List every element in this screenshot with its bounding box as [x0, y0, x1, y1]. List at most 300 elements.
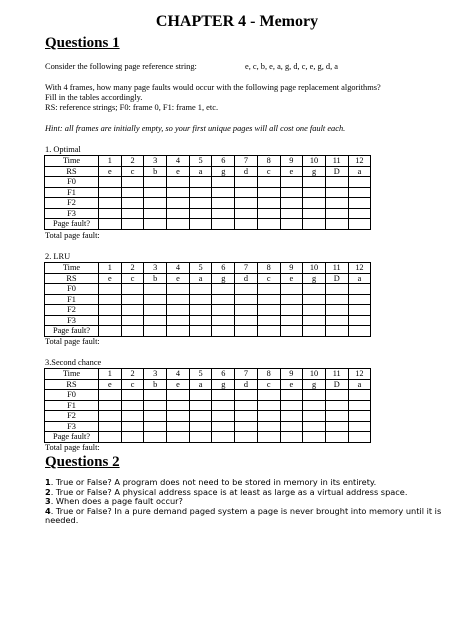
question-text: . True or False? In a pure demand paged system a page is never brought into memory until it is needed.: [45, 505, 442, 526]
frame-row-f1: [45, 187, 371, 198]
answer-cell[interactable]: [167, 400, 190, 411]
answer-cell[interactable]: [280, 305, 303, 316]
reference-string-line: [45, 62, 339, 71]
hint-line: Hint: all frames are initially empty, so your first unique pages will all cost one fault each.: [45, 124, 346, 133]
answer-cell[interactable]: [303, 411, 326, 422]
time-cell: 8: [257, 156, 280, 167]
answer-cell[interactable]: [348, 411, 371, 422]
time-cell: 7: [235, 263, 258, 274]
time-cell: 1: [99, 263, 122, 274]
time-cell: 9: [280, 369, 303, 380]
question-text: . True or False? A physical address space is at least as large as a virtual address space.: [50, 486, 408, 497]
answer-cell[interactable]: [189, 187, 212, 198]
answer-cell[interactable]: [235, 284, 258, 295]
time-cell: 4: [167, 156, 190, 167]
rs-cell: c: [257, 273, 280, 284]
answer-cell[interactable]: [303, 432, 326, 443]
row-label: RS: [45, 273, 99, 284]
answer-cell[interactable]: [303, 315, 326, 326]
time-cell: 11: [325, 369, 348, 380]
answer-cell[interactable]: [189, 400, 212, 411]
rs-cell: a: [348, 166, 371, 177]
rs-row: [45, 166, 371, 177]
answer-cell[interactable]: [212, 284, 235, 295]
time-row: [45, 156, 371, 167]
answer-cell[interactable]: [121, 284, 144, 295]
answer-cell[interactable]: [235, 411, 258, 422]
frame-row-f0: [45, 177, 371, 188]
instruction-line-1: With 4 frames, how many page faults would occur with the following page replacement algorithms?: [45, 83, 381, 92]
time-cell: 6: [212, 156, 235, 167]
row-label: F2: [45, 305, 99, 316]
answer-cell[interactable]: [257, 208, 280, 219]
row-label: F3: [45, 421, 99, 432]
answer-cell[interactable]: [144, 198, 167, 209]
answer-cell[interactable]: [189, 305, 212, 316]
rs-cell: c: [257, 166, 280, 177]
answer-cell[interactable]: [144, 305, 167, 316]
answer-cell[interactable]: [99, 421, 122, 432]
question-number: 2: [45, 486, 51, 497]
answer-cell[interactable]: [325, 284, 348, 295]
answer-cell[interactable]: [257, 315, 280, 326]
answer-cell[interactable]: [167, 294, 190, 305]
rs-cell: a: [189, 166, 212, 177]
rs-cell: e: [99, 273, 122, 284]
answer-cell[interactable]: [212, 400, 235, 411]
answer-cell[interactable]: [235, 305, 258, 316]
answer-cell[interactable]: [189, 421, 212, 432]
answer-cell[interactable]: [280, 411, 303, 422]
table-title: 3.Second chance: [45, 358, 102, 367]
page-fault-row: [45, 219, 371, 230]
answer-cell[interactable]: [144, 219, 167, 230]
rs-cell: a: [189, 273, 212, 284]
answer-cell[interactable]: [280, 294, 303, 305]
answer-cell[interactable]: [235, 208, 258, 219]
answer-cell[interactable]: [257, 198, 280, 209]
table-title: 1. Optimal: [45, 145, 81, 154]
answer-cell[interactable]: [212, 390, 235, 401]
answer-cell[interactable]: [325, 390, 348, 401]
rs-cell: a: [348, 273, 371, 284]
answer-cell[interactable]: [235, 187, 258, 198]
rs-cell: e: [280, 273, 303, 284]
answer-cell[interactable]: [348, 305, 371, 316]
answer-cell[interactable]: [167, 315, 190, 326]
answer-cell[interactable]: [303, 219, 326, 230]
answer-cell[interactable]: [325, 219, 348, 230]
rs-row: [45, 273, 371, 284]
answer-cell[interactable]: [144, 315, 167, 326]
rs-cell: d: [235, 379, 258, 390]
rs-cell: c: [121, 273, 144, 284]
answer-cell[interactable]: [235, 326, 258, 337]
answer-cell[interactable]: [348, 400, 371, 411]
answer-cell[interactable]: [303, 305, 326, 316]
time-cell: 5: [189, 156, 212, 167]
answer-cell[interactable]: [121, 421, 144, 432]
questions-1-heading: Questions 1: [45, 35, 120, 51]
answer-cell[interactable]: [325, 432, 348, 443]
question-number: 3: [45, 496, 51, 507]
time-row: [45, 263, 371, 274]
rs-cell: e: [280, 166, 303, 177]
time-cell: 3: [144, 369, 167, 380]
rs-cell: a: [348, 379, 371, 390]
answer-cell[interactable]: [212, 208, 235, 219]
answer-cell[interactable]: [280, 208, 303, 219]
page-fault-row: [45, 326, 371, 337]
answer-cell[interactable]: [303, 284, 326, 295]
answer-cell[interactable]: [348, 294, 371, 305]
answer-cell[interactable]: [121, 187, 144, 198]
reference-string-label: Consider the following page reference string:: [45, 62, 197, 71]
answer-cell[interactable]: [257, 177, 280, 188]
time-cell: 3: [144, 263, 167, 274]
answer-cell[interactable]: [257, 294, 280, 305]
answer-cell[interactable]: [121, 219, 144, 230]
total-page-fault-label: Total page fault:: [45, 231, 100, 240]
answer-cell[interactable]: [99, 411, 122, 422]
question-number: 1: [45, 477, 51, 487]
answer-cell[interactable]: [212, 432, 235, 443]
answer-cell[interactable]: [257, 284, 280, 295]
row-label: F0: [45, 177, 99, 188]
answer-cell[interactable]: [303, 187, 326, 198]
rs-cell: e: [167, 379, 190, 390]
answer-cell[interactable]: [325, 177, 348, 188]
time-cell: 10: [303, 156, 326, 167]
answer-cell[interactable]: [121, 198, 144, 209]
answer-cell[interactable]: [99, 390, 122, 401]
rs-cell: b: [144, 273, 167, 284]
row-label: Time: [45, 369, 99, 380]
answer-cell[interactable]: [99, 315, 122, 326]
answer-cell[interactable]: [303, 421, 326, 432]
answer-cell[interactable]: [235, 198, 258, 209]
answer-cell[interactable]: [189, 294, 212, 305]
time-cell: 11: [325, 263, 348, 274]
time-cell: 9: [280, 263, 303, 274]
answer-cell[interactable]: [167, 187, 190, 198]
answer-cell[interactable]: [99, 294, 122, 305]
answer-cell[interactable]: [144, 208, 167, 219]
answer-cell[interactable]: [348, 198, 371, 209]
answer-cell[interactable]: [99, 400, 122, 411]
question-item: [45, 507, 445, 526]
time-cell: 9: [280, 156, 303, 167]
answer-cell[interactable]: [325, 315, 348, 326]
answer-cell[interactable]: [121, 315, 144, 326]
answer-cell[interactable]: [189, 208, 212, 219]
answer-cell[interactable]: [167, 411, 190, 422]
questions-2-list: [45, 478, 445, 526]
rs-cell: c: [121, 166, 144, 177]
answer-cell[interactable]: [348, 390, 371, 401]
answer-cell[interactable]: [348, 284, 371, 295]
table-title: 2. LRU: [45, 252, 71, 261]
answer-cell[interactable]: [348, 208, 371, 219]
answer-cell[interactable]: [99, 326, 122, 337]
answer-cell[interactable]: [212, 421, 235, 432]
answer-cell[interactable]: [121, 177, 144, 188]
answer-cell[interactable]: [257, 305, 280, 316]
frame-row-f3: [45, 208, 371, 219]
frame-row-f1: [45, 294, 371, 305]
rs-cell: c: [257, 379, 280, 390]
answer-cell[interactable]: [235, 315, 258, 326]
frame-row-f3: [45, 421, 371, 432]
answer-cell[interactable]: [303, 294, 326, 305]
answer-cell[interactable]: [99, 284, 122, 295]
frame-row-f0: [45, 284, 371, 295]
page-table-lru: [44, 262, 371, 337]
rs-cell: g: [212, 273, 235, 284]
frame-row-f3: [45, 315, 371, 326]
rs-cell: d: [235, 273, 258, 284]
answer-cell[interactable]: [325, 294, 348, 305]
answer-cell[interactable]: [167, 177, 190, 188]
answer-cell[interactable]: [303, 390, 326, 401]
time-cell: 2: [121, 156, 144, 167]
answer-cell[interactable]: [280, 284, 303, 295]
question-number: 4: [45, 505, 51, 516]
answer-cell[interactable]: [303, 177, 326, 188]
answer-cell[interactable]: [121, 432, 144, 443]
answer-cell[interactable]: [212, 187, 235, 198]
row-label: Page fault?: [45, 432, 99, 443]
rs-cell: g: [212, 379, 235, 390]
answer-cell[interactable]: [280, 421, 303, 432]
rs-cell: e: [280, 379, 303, 390]
time-cell: 8: [257, 263, 280, 274]
answer-cell[interactable]: [303, 326, 326, 337]
time-cell: 5: [189, 369, 212, 380]
answer-cell[interactable]: [257, 432, 280, 443]
answer-cell[interactable]: [99, 432, 122, 443]
answer-cell[interactable]: [257, 187, 280, 198]
answer-cell[interactable]: [212, 326, 235, 337]
answer-cell[interactable]: [144, 390, 167, 401]
row-label: Time: [45, 263, 99, 274]
rs-cell: b: [144, 166, 167, 177]
answer-cell[interactable]: [99, 305, 122, 316]
answer-cell[interactable]: [280, 400, 303, 411]
time-cell: 4: [167, 369, 190, 380]
answer-cell[interactable]: [212, 177, 235, 188]
answer-cell[interactable]: [235, 294, 258, 305]
answer-cell[interactable]: [144, 177, 167, 188]
instruction-line-2: Fill in the tables accordingly.: [45, 93, 143, 102]
time-row: [45, 369, 371, 380]
answer-cell[interactable]: [189, 198, 212, 209]
answer-cell[interactable]: [325, 187, 348, 198]
answer-cell[interactable]: [167, 326, 190, 337]
answer-cell[interactable]: [167, 305, 190, 316]
answer-cell[interactable]: [189, 326, 212, 337]
time-cell: 7: [235, 369, 258, 380]
answer-cell[interactable]: [121, 390, 144, 401]
answer-cell[interactable]: [189, 219, 212, 230]
answer-cell[interactable]: [257, 421, 280, 432]
answer-cell[interactable]: [144, 187, 167, 198]
row-label: F1: [45, 294, 99, 305]
answer-cell[interactable]: [280, 432, 303, 443]
answer-cell[interactable]: [189, 432, 212, 443]
total-page-fault-label: Total page fault:: [45, 337, 100, 346]
page-table-second-chance: [44, 368, 371, 443]
frame-row-f0: [45, 390, 371, 401]
answer-cell[interactable]: [303, 400, 326, 411]
answer-cell[interactable]: [144, 294, 167, 305]
questions-2-heading: Questions 2: [45, 454, 120, 470]
time-cell: 1: [99, 369, 122, 380]
answer-cell[interactable]: [167, 198, 190, 209]
answer-cell[interactable]: [212, 219, 235, 230]
answer-cell[interactable]: [280, 315, 303, 326]
rs-cell: D: [325, 166, 348, 177]
answer-cell[interactable]: [325, 411, 348, 422]
answer-cell[interactable]: [257, 411, 280, 422]
answer-cell[interactable]: [144, 411, 167, 422]
time-cell: 1: [99, 156, 122, 167]
answer-cell[interactable]: [121, 294, 144, 305]
question-text: . True or False? A program does not need to be stored in memory in its entirety.: [50, 477, 377, 487]
answer-cell[interactable]: [280, 187, 303, 198]
answer-cell[interactable]: [235, 400, 258, 411]
answer-cell[interactable]: [144, 400, 167, 411]
answer-cell[interactable]: [99, 187, 122, 198]
chapter-title: CHAPTER 4 - Memory: [155, 13, 319, 30]
page-fault-row: [45, 432, 371, 443]
answer-cell[interactable]: [212, 294, 235, 305]
answer-cell[interactable]: [303, 208, 326, 219]
answer-cell[interactable]: [235, 219, 258, 230]
answer-cell[interactable]: [189, 284, 212, 295]
answer-cell[interactable]: [303, 198, 326, 209]
answer-cell[interactable]: [167, 219, 190, 230]
time-cell: 12: [348, 263, 371, 274]
answer-cell[interactable]: [325, 421, 348, 432]
answer-cell[interactable]: [325, 305, 348, 316]
row-label: F0: [45, 390, 99, 401]
answer-cell[interactable]: [167, 284, 190, 295]
time-cell: 2: [121, 263, 144, 274]
answer-cell[interactable]: [280, 219, 303, 230]
answer-cell[interactable]: [212, 305, 235, 316]
answer-cell[interactable]: [348, 315, 371, 326]
answer-cell[interactable]: [144, 326, 167, 337]
answer-cell[interactable]: [99, 208, 122, 219]
answer-cell[interactable]: [212, 411, 235, 422]
answer-cell[interactable]: [235, 432, 258, 443]
time-cell: 3: [144, 156, 167, 167]
row-label: Page fault?: [45, 219, 99, 230]
answer-cell[interactable]: [212, 198, 235, 209]
row-label: RS: [45, 379, 99, 390]
row-label: F3: [45, 208, 99, 219]
answer-cell[interactable]: [348, 177, 371, 188]
answer-cell[interactable]: [325, 400, 348, 411]
answer-cell[interactable]: [99, 198, 122, 209]
answer-cell[interactable]: [257, 326, 280, 337]
answer-cell[interactable]: [99, 177, 122, 188]
answer-cell[interactable]: [235, 390, 258, 401]
answer-cell[interactable]: [144, 432, 167, 443]
total-page-fault-label: Total page fault:: [45, 443, 100, 452]
row-label: F1: [45, 187, 99, 198]
answer-cell[interactable]: [189, 411, 212, 422]
rs-row: [45, 379, 371, 390]
page-table-optimal: [44, 155, 371, 230]
row-label: RS: [45, 166, 99, 177]
answer-cell[interactable]: [121, 411, 144, 422]
row-label: F2: [45, 411, 99, 422]
answer-cell[interactable]: [325, 208, 348, 219]
answer-cell[interactable]: [348, 432, 371, 443]
answer-cell[interactable]: [167, 208, 190, 219]
time-cell: 6: [212, 369, 235, 380]
rs-cell: e: [99, 379, 122, 390]
answer-cell[interactable]: [121, 326, 144, 337]
answer-cell[interactable]: [280, 198, 303, 209]
answer-cell[interactable]: [189, 315, 212, 326]
answer-cell[interactable]: [189, 177, 212, 188]
question-text: . When does a page fault occur?: [50, 496, 183, 507]
answer-cell[interactable]: [348, 326, 371, 337]
frame-row-f1: [45, 400, 371, 411]
time-cell: 6: [212, 263, 235, 274]
answer-cell[interactable]: [99, 219, 122, 230]
answer-cell[interactable]: [235, 177, 258, 188]
time-cell: 2: [121, 369, 144, 380]
answer-cell[interactable]: [348, 187, 371, 198]
rs-cell: e: [99, 166, 122, 177]
time-cell: 5: [189, 263, 212, 274]
answer-cell[interactable]: [257, 390, 280, 401]
answer-cell[interactable]: [144, 421, 167, 432]
answer-cell[interactable]: [121, 305, 144, 316]
answer-cell[interactable]: [280, 390, 303, 401]
answer-cell[interactable]: [280, 326, 303, 337]
row-label: Time: [45, 156, 99, 167]
answer-cell[interactable]: [348, 219, 371, 230]
rs-cell: D: [325, 273, 348, 284]
rs-cell: g: [303, 379, 326, 390]
answer-cell[interactable]: [257, 400, 280, 411]
answer-cell[interactable]: [235, 421, 258, 432]
answer-cell[interactable]: [280, 177, 303, 188]
answer-cell[interactable]: [121, 208, 144, 219]
answer-cell[interactable]: [121, 400, 144, 411]
row-label: F1: [45, 400, 99, 411]
answer-cell[interactable]: [212, 315, 235, 326]
time-cell: 12: [348, 369, 371, 380]
answer-cell[interactable]: [167, 432, 190, 443]
rs-cell: b: [144, 379, 167, 390]
answer-cell[interactable]: [167, 421, 190, 432]
answer-cell[interactable]: [348, 421, 371, 432]
answer-cell[interactable]: [325, 326, 348, 337]
answer-cell[interactable]: [189, 390, 212, 401]
rs-cell: e: [167, 273, 190, 284]
answer-cell[interactable]: [167, 390, 190, 401]
answer-cell[interactable]: [257, 219, 280, 230]
answer-cell[interactable]: [325, 198, 348, 209]
rs-cell: D: [325, 379, 348, 390]
answer-cell[interactable]: [144, 284, 167, 295]
